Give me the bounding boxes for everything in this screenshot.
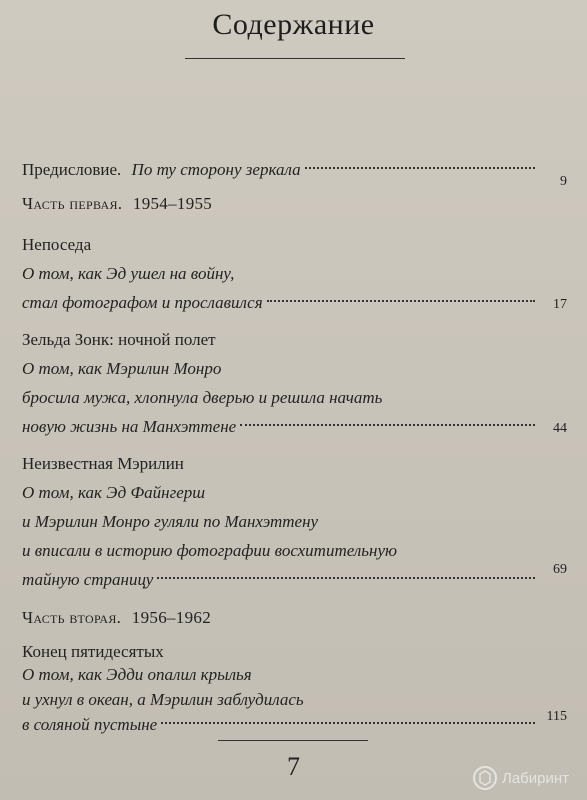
chapter-desc-line: и вписали в историю фотографии восхитительную — [22, 541, 397, 560]
part-years: 1954–1955 — [132, 194, 213, 213]
page-ref: 9 — [560, 174, 567, 189]
watermark-text: Лабиринт — [502, 769, 570, 787]
toc-entry-ch1 — [22, 290, 567, 316]
title-rule — [185, 58, 405, 59]
leader-dots — [240, 424, 535, 426]
preface-label: Предисловие. — [22, 160, 122, 179]
chapter-desc-line: и ухнул в океан, а Мэрилин заблудилась — [22, 690, 304, 709]
leader-dots — [157, 577, 535, 579]
part-years: 1956–1962 — [131, 608, 211, 627]
leader-dots — [305, 167, 535, 169]
page-title: Содержание — [212, 8, 375, 41]
leader-dots — [267, 300, 535, 302]
page-number: 7 — [287, 752, 300, 781]
part-heading-2 — [22, 605, 567, 631]
chapter-desc-line: О том, как Эд Файнгерш — [22, 483, 206, 502]
chapter-desc-line: в соляной пустыне — [22, 715, 158, 734]
toc-entry-ch4 — [22, 709, 567, 738]
page-ref: 69 — [553, 562, 567, 577]
page-ref: 44 — [553, 421, 567, 436]
page-ref: 17 — [553, 297, 567, 312]
toc-entry-preface — [22, 157, 567, 189]
chapter-title: Зельда Зонк: ночной полет — [22, 330, 216, 349]
preface-subtitle: По ту сторону зеркала — [131, 160, 301, 179]
labirint-logo-icon — [472, 765, 498, 791]
part-heading-1 — [22, 191, 567, 217]
watermark — [472, 758, 587, 798]
chapter-desc-line: О том, как Эдди опалил крылья — [22, 665, 252, 684]
chapter-title: Конец пятидесятых — [22, 642, 164, 661]
chapter-desc-line: новую жизнь на Манхэттене — [22, 417, 237, 436]
page-ref: 115 — [546, 709, 567, 724]
chapter-desc-line: О том, как Мэрилин Монро — [22, 359, 222, 378]
leader-dots — [161, 722, 535, 724]
chapter-title: Неизвестная Мэрилин — [22, 454, 184, 473]
toc-entry-ch3 — [22, 562, 567, 593]
chapter-desc-line: О том, как Эд ушел на войну, — [22, 264, 235, 283]
part-label: Часть вторая. — [22, 608, 122, 627]
chapter-desc-line: и Мэрилин Монро гуляли по Манхэттену — [22, 512, 319, 531]
toc-entry-ch2 — [22, 414, 567, 440]
chapter-desc-line: бросила мужа, хлопнула дверью и решила начать — [22, 388, 383, 407]
chapter-desc-line: стал фотографом и прославился — [22, 293, 263, 312]
part-label: Часть первая. — [22, 194, 123, 213]
chapter-title: Непоседа — [22, 235, 92, 254]
chapter-desc-line: тайную страницу — [22, 570, 154, 589]
footer-rule — [218, 740, 368, 741]
